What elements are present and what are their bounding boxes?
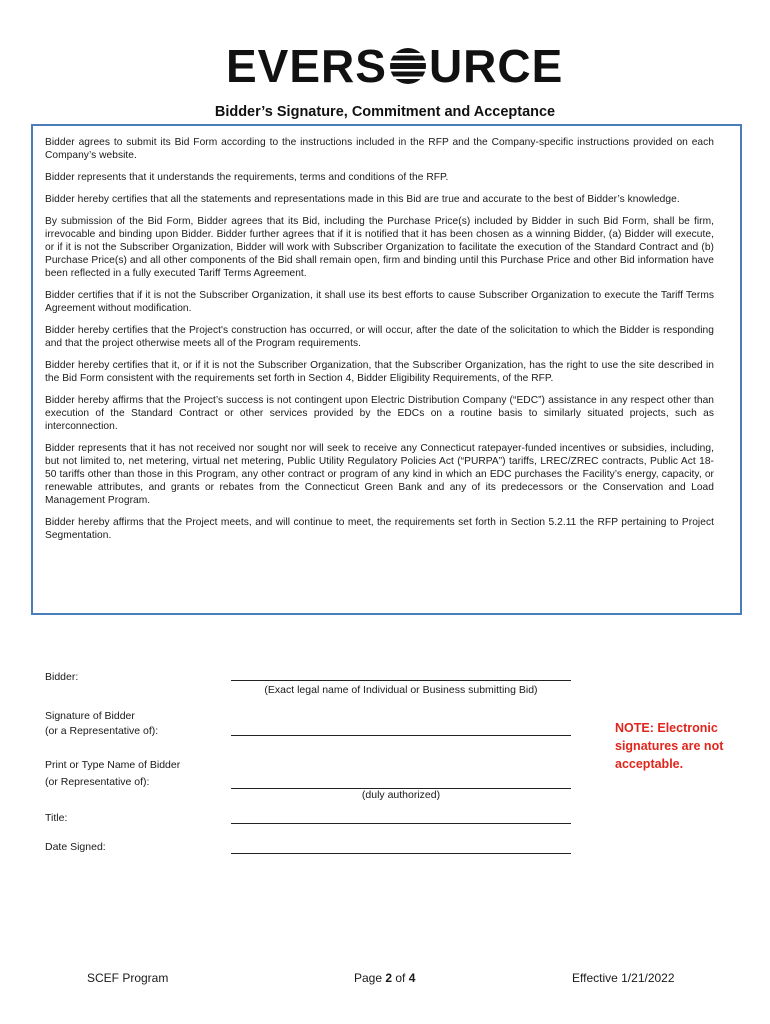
- term-paragraph: Bidder certifies that if it is not the Subscriber Organization, it shall use its best efforts to cause Subscriber Organization to execute the Tariff Terms Agreement without modification.: [45, 290, 714, 314]
- page-current: 2: [385, 971, 393, 985]
- page-title: Bidder’s Signature, Commitment and Acceptance: [214, 104, 556, 120]
- footer-page-number: [354, 971, 415, 985]
- logo-wordmark: [226, 40, 564, 92]
- term-paragraph: Bidder hereby affirms that the Project’s success is not contingent upon Electric Distribution Company (“EDC”) assistance in any respect other than execution of the Standard Contract or other services provided by the EDCs on a routine basis to similarly situated projects, such as interconnection.: [45, 395, 714, 432]
- footer-effective-date: Effective 1/21/2022: [572, 971, 675, 985]
- signature-line[interactable]: [231, 735, 571, 736]
- footer-program: SCEF Program: [87, 971, 169, 985]
- electronic-signature-note: NOTE: Electronic signatures are not acceptable.: [615, 721, 724, 771]
- page-total: 4: [408, 971, 416, 985]
- page-prefix: Page: [354, 971, 386, 985]
- date-signed-line[interactable]: [231, 853, 571, 854]
- term-paragraph: Bidder represents that it understands the requirements, terms and conditions of the RFP.: [45, 172, 449, 183]
- title-label: Title:: [45, 812, 68, 824]
- logo-text-left: EVERS: [226, 40, 387, 92]
- term-paragraph: Bidder agrees to submit its Bid Form according to the instructions included in the RFP and the Company-specific instructions provided on each Company’s website.: [45, 137, 714, 161]
- bidder-caption: (Exact legal name of Individual or Business submitting Bid): [264, 684, 538, 696]
- signature-label-2: (or a Representative of):: [45, 725, 159, 737]
- terms-box: [31, 124, 742, 615]
- logo-text-right: URCE: [428, 40, 564, 92]
- term-paragraph: By submission of the Bid Form, Bidder agrees that its Bid, including the Purchase Price(s) included by Bidder in such Bid Form, shall be firm, irrevocable and binding upon Bidder. Bidder further agrees that if it is notified that it has been chosen as a winning Bidder, (a) Bidder will execute, or if it is not the Subscriber Organization, Bidder will work with Subscriber Organization to facilitate the execution of the Standard Contract and (b) Purchase Price(s) and all other components of the Bid shall remain open, firm and binding until this Purchase Price and other Bid information have been reflected in a fully executed Tariff Terms Agreement.: [45, 216, 714, 279]
- date-signed-label: Date Signed:: [45, 841, 106, 853]
- print-name-label-1: Print or Type Name of Bidder: [45, 759, 181, 771]
- term-paragraph: Bidder hereby certifies that the Project's construction has occurred, or will occur, after the date of the solicitation to which the Bidder is responding and that the project otherwise meets all of the Program requirements.: [45, 325, 714, 349]
- term-paragraph: Bidder hereby certifies that all the statements and representations made in this Bid are true and accurate to the best of Bidder’s knowledge.: [45, 194, 680, 205]
- term-paragraph: Bidder hereby affirms that the Project meets, and will continue to meet, the requirements set forth in Section 5.2.11 the RFP pertaining to Project Segmentation.: [45, 517, 714, 541]
- signature-label-1: Signature of Bidder: [45, 710, 135, 722]
- page-of: of: [392, 971, 409, 985]
- bidder-name-line[interactable]: [231, 680, 571, 681]
- eversource-logo: [226, 40, 564, 92]
- print-name-caption: (duly authorized): [361, 789, 441, 801]
- term-paragraph: Bidder hereby certifies that it, or if it is not the Subscriber Organization, that the Subscriber Organization, has the right to use the site described in the Bid Form consistent with the requirements set forth in Section 4, Bidder Eligibility Requirements, of the RFP.: [45, 360, 714, 384]
- print-name-label-2: (or Representative of):: [45, 776, 150, 788]
- bidder-label: Bidder:: [45, 671, 79, 683]
- title-line[interactable]: [231, 823, 571, 824]
- term-paragraph: Bidder represents that it has not received nor sought nor will seek to receive any Connecticut ratepayer-funded incentives or subsidies, including, but not limited to, net metering, virtual net metering, Public Utility Regulatory Policies Act (“PURPA”) tariffs, LREC/ZREC contracts, Public Act 18-50 tariffs other than those in this Program, any other contract or program of any kind in which an EDC purchases the Facility’s energy, capacity, or renewable attributes, and grants or rebates from the Connecticut Green Bank and any of its predecessors or the Conservation and Load Management Program.: [45, 443, 714, 506]
- logo-o-icon: [388, 46, 428, 86]
